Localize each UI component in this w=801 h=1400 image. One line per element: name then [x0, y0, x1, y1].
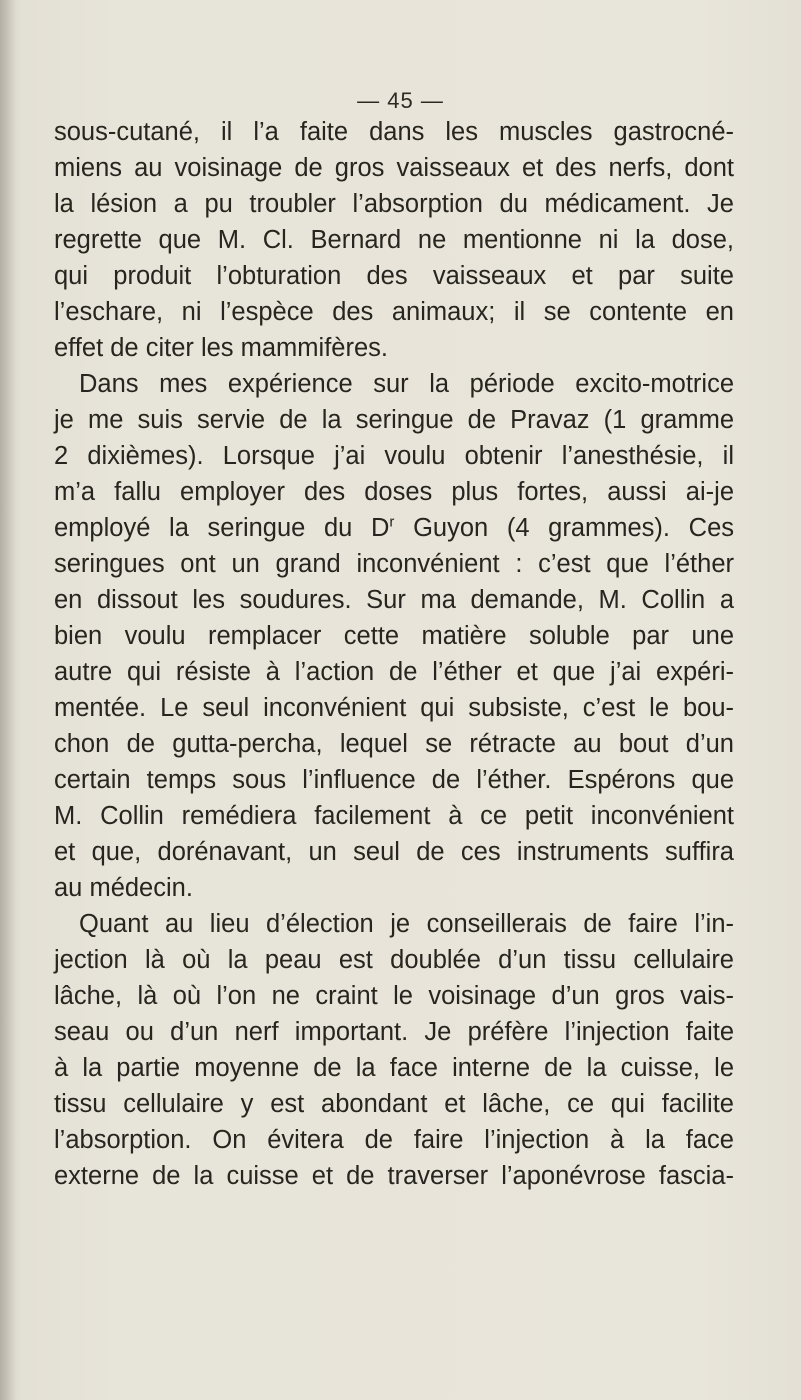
binding-shadow	[0, 0, 16, 1400]
text-line: miens au voisinage de gros vaisseaux et des nerfs, dont	[54, 154, 734, 182]
text-line: chon de gutta-percha, lequel se rétracte au bout d’un	[54, 730, 734, 758]
text-line: regrette que M. Cl. Bernard ne mentionne ni la dose,	[54, 226, 734, 254]
text-line: tissu cellulaire y est abondant et lâche, ce qui facilite	[54, 1090, 734, 1118]
text-line: l’eschare, ni l’espèce des animaux; il se contente en	[54, 298, 734, 326]
text-line: la lésion a pu troubler l’absorption du médicament. Je	[54, 190, 734, 218]
text-line: sous-cutané, il l’a faite dans les muscles gastrocné-	[54, 118, 734, 146]
text-line: m’a fallu employer des doses plus fortes, aussi ai-je	[54, 478, 734, 506]
text-line: l’absorption. On évitera de faire l’injection à la face	[54, 1126, 734, 1154]
text-line: en dissout les soudures. Sur ma demande, M. Collin a	[54, 586, 734, 614]
text-line: mentée. Le seul inconvénient qui subsiste, c’est le bou-	[54, 694, 734, 722]
text-line: effet de citer les mammifères.	[54, 334, 388, 362]
text-line: au médecin.	[54, 874, 193, 902]
line-text: employé la seringue du D	[54, 514, 390, 542]
text-line: qui produit l’obturation des vaisseaux et par suite	[54, 262, 734, 290]
body-text	[54, 114, 734, 1194]
text-line: je me suis servie de la seringue de Pravaz (1 gramme	[54, 406, 734, 434]
text-line: seau ou d’un nerf important. Je préfère l’injection faite	[54, 1018, 734, 1046]
text-line: seringues ont un grand inconvénient : c’est que l’éther	[54, 550, 734, 578]
paragraph-start-line: Dans mes expérience sur la période excito-motrice	[79, 370, 734, 398]
text-line: et que, dorénavant, un seul de ces instruments suffira	[54, 838, 734, 866]
text-line: M. Collin remédiera facilement à ce petit inconvénient	[54, 802, 734, 830]
line-text-continued: Guyon (4 grammes). Ces	[394, 514, 735, 542]
text-line: certain temps sous l’influence de l’éther. Espérons que	[54, 766, 734, 794]
text-line: externe de la cuisse et de traverser l’aponévrose fascia-	[54, 1162, 734, 1190]
text-line: bien voulu remplacer cette matière soluble par une	[54, 622, 734, 650]
text-line: 2 dixièmes). Lorsque j’ai voulu obtenir l’anesthésie, il	[54, 442, 734, 470]
text-line: à la partie moyenne de la face interne de la cuisse, le	[54, 1054, 734, 1082]
text-line: autre qui résiste à l’action de l’éther et que j’ai expéri-	[54, 658, 734, 686]
text-line-with-superscript	[54, 510, 734, 546]
paragraph-start-line: Quant au lieu d’élection je conseillerais de faire l’in-	[79, 910, 734, 938]
doctor-abbreviation-superscript: r	[389, 513, 395, 531]
page-number: — 45 —	[357, 88, 444, 113]
text-line: jection là où la peau est doublée d’un tissu cellulaire	[54, 946, 734, 974]
text-line: lâche, là où l’on ne craint le voisinage d’un gros vais-	[54, 982, 734, 1010]
